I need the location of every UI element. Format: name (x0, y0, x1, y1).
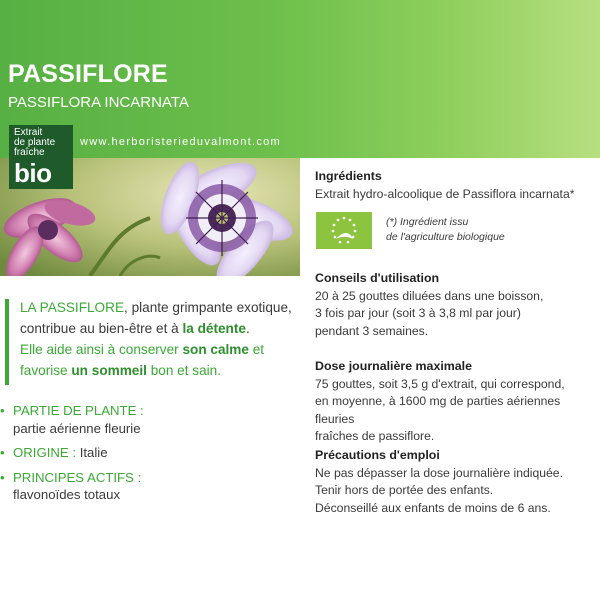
intro-accent-bar (5, 299, 9, 385)
website-link[interactable]: www.herboristerieduvalmont.com (80, 136, 282, 148)
ingredients-section (315, 168, 597, 203)
bio-badge (9, 125, 73, 189)
ingredients-text: Extrait hydro-alcoolique de Passiflora incarnata* (315, 186, 575, 201)
plant-facts-list (0, 402, 296, 511)
fact-plant-part: • PARTIE DE PLANTE : partie aérienne fleurie (0, 403, 144, 436)
bullet-icon: • (0, 445, 5, 460)
badge-line-1: Extrait (14, 127, 43, 138)
usage-heading: Conseils d'utilisation (315, 271, 440, 285)
fact-active-principles: • PRINCIPES ACTIFS : flavonoïdes totaux (0, 469, 142, 502)
precautions-section: Précautions d'emploi Ne pas dépasser la dose journalière indiquée. Tenir hors de portée des enfants. Déconseillé aux enfants de moins de 6 ans. (315, 447, 597, 517)
badge-bio-word: bio (14, 158, 52, 188)
usage-section: Conseils d'utilisation 20 à 25 gouttes diluées dans une boisson, 3 fois par jour (soit 3 à 3,8 ml par jour) pendant 3 semaines. (315, 270, 597, 340)
dose-heading: Dose journalière maximale (315, 359, 473, 373)
intro-highlight-sommeil: un sommeil (71, 363, 147, 378)
intro-highlight-detente: la détente (182, 321, 246, 336)
page-title: PASSIFLORE (8, 60, 168, 88)
bullet-icon: • (0, 403, 5, 418)
intro-highlight-calme: son calme (182, 342, 249, 357)
organic-note: (*) Ingrédient issu de l'agriculture biologique (386, 216, 505, 243)
dose-section: Dose journalière maximale 75 gouttes, soit 3,5 g d'extrait, qui correspond, en moyenne, à 1600 mg de parties aériennes fleuries fraîches de passiflore. (315, 358, 597, 446)
eu-organic-logo-icon (316, 212, 372, 249)
intro-plant-name: LA PASSIFLORE (20, 300, 125, 315)
badge-line-2: de plante (14, 137, 56, 148)
page-subtitle: PASSIFLORA INCARNATA (8, 94, 189, 111)
badge-line-3: fraîche (14, 147, 45, 158)
fact-origin: • ORIGINE : Italie (0, 445, 108, 460)
ingredients-heading: Ingrédients (315, 169, 382, 183)
intro-paragraph: LA PASSIFLORE, plante grimpante exotique, contribue au bien-être et à la détente. Elle aide ainsi à conserver son calme et favorise un sommeil bon et sain. (20, 300, 292, 378)
precautions-heading: Précautions d'emploi (315, 448, 440, 462)
bullet-icon: • (0, 469, 5, 485)
